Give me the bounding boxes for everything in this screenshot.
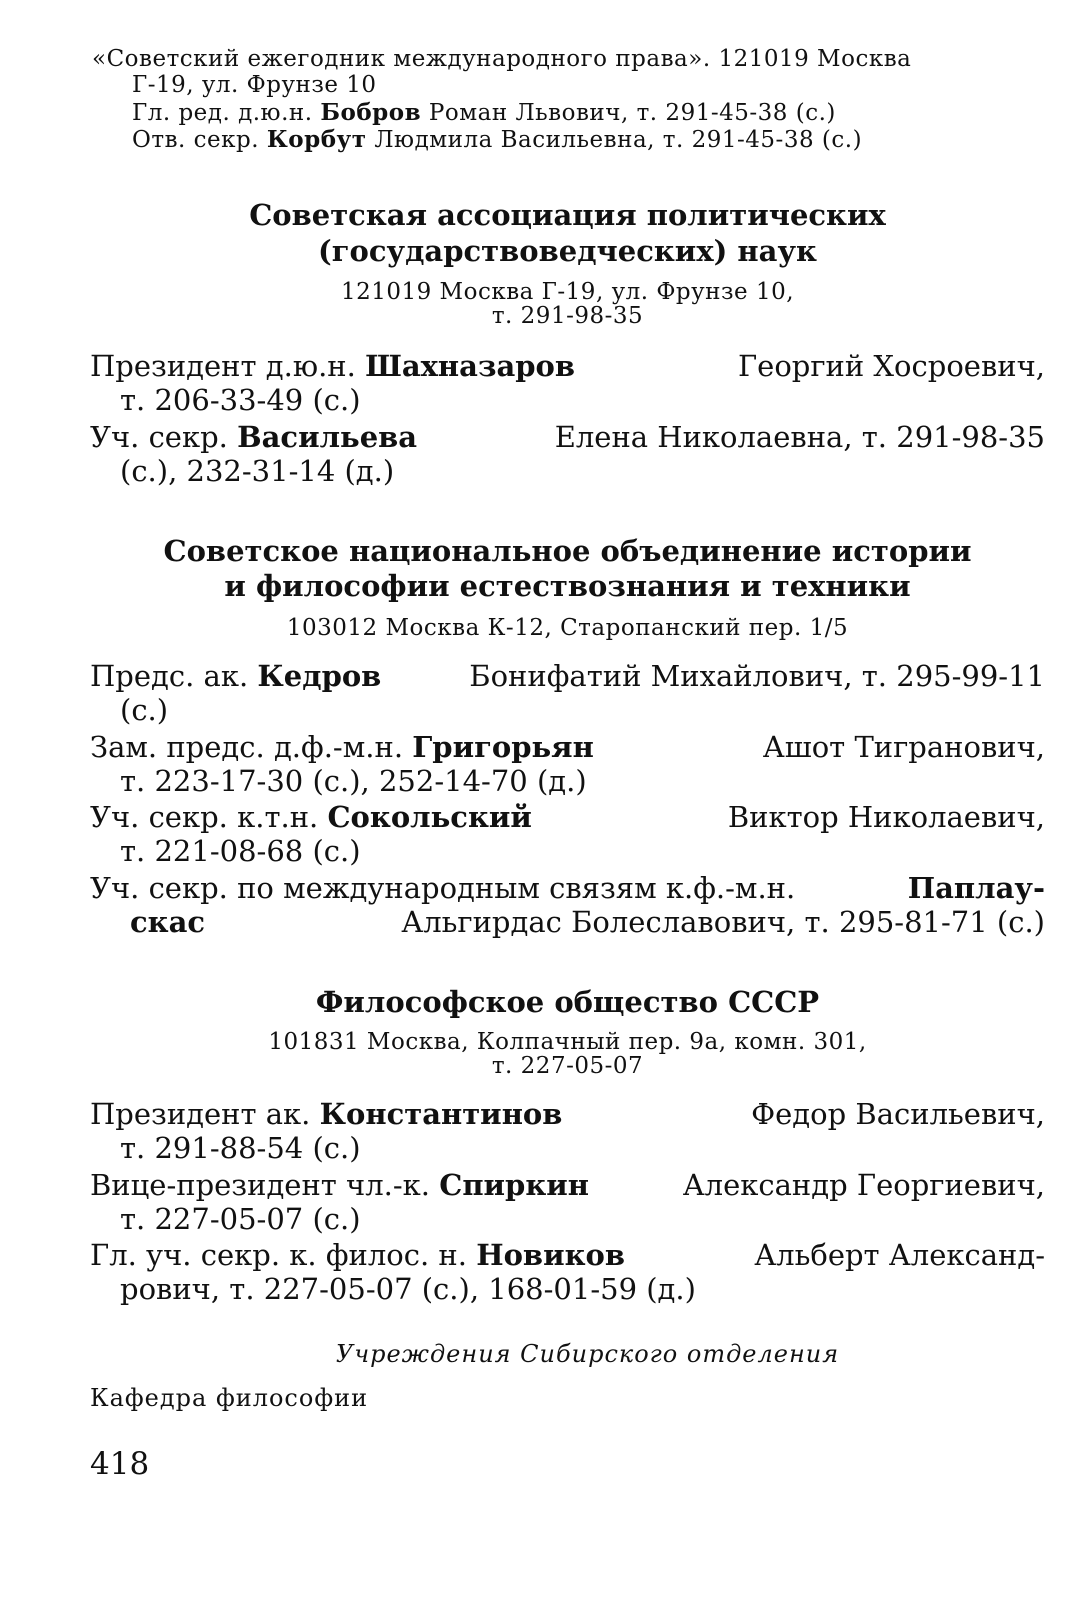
- history-secretary-phone: т. 221-08-68 (с.): [120, 834, 361, 868]
- philosophy-secretary-name: Новиков: [476, 1238, 626, 1272]
- siberian-department: Кафедра философии: [90, 1384, 369, 1412]
- association-address-line2: т. 291-98-35: [491, 303, 644, 329]
- philosophy-secretary-cont: рович, т. 227-05-07 (с.), 168-01-59 (д.): [120, 1272, 696, 1306]
- history-title-line1: Советское национальное объединение истории: [163, 534, 972, 568]
- association-title-line2: (государствоведческих) наук: [318, 234, 817, 268]
- history-chair: [90, 660, 1045, 693]
- page-number: 418: [90, 1446, 150, 1482]
- philosophy-president-rest: Федор Васильевич,: [751, 1097, 1045, 1131]
- association-president-phone: т. 206-33-49 (с.): [120, 383, 361, 417]
- yearbook-secretary-rest: Людмила Васильевна, т. 291-45-38 (с.): [366, 127, 863, 153]
- history-secretary-rest: Виктор Николаевич,: [727, 800, 1045, 834]
- history-intl-secretary: [90, 872, 1045, 905]
- philosophy-title: Философское общество СССР: [315, 985, 820, 1019]
- history-intl-name-part1: Паплау-: [907, 871, 1045, 905]
- history-intl-cont: [130, 906, 1045, 939]
- siberian-heading: Учреждения Сибирского отделения: [335, 1340, 840, 1368]
- history-chair-prefix: Предс. ак.: [90, 659, 258, 693]
- yearbook-secretary-name: Корбут: [266, 126, 367, 153]
- history-intl-name-part2: скас: [130, 905, 206, 939]
- history-chair-name: Кедров: [257, 659, 382, 693]
- association-president-name: Шахназаров: [365, 349, 576, 383]
- philosophy-president-name: Константинов: [319, 1097, 563, 1131]
- history-deputy-rest: Ашот Тигранович,: [762, 730, 1045, 764]
- philosophy-vice-phone: т. 227-05-07 (с.): [120, 1202, 361, 1236]
- philosophy-vice-rest: Александр Георгиевич,: [682, 1168, 1045, 1202]
- yearbook-editor-name: Бобров: [320, 99, 422, 126]
- association-secretary-rest: Елена Николаевна, т. 291-98-35: [554, 420, 1045, 454]
- philosophy-president-prefix: Президент ак.: [90, 1097, 320, 1131]
- history-deputy-phone: т. 223-17-30 (с.), 252-14-70 (д.): [120, 764, 587, 798]
- history-deputy-prefix: Зам. предс. д.ф.-м.н.: [90, 730, 413, 764]
- history-title-line2: и философии естествознания и техники: [224, 569, 911, 603]
- philosophy-president: [90, 1098, 1045, 1131]
- association-title-line1: Советская ассоциация политических: [249, 198, 886, 232]
- association-secretary-name: Васильева: [237, 420, 418, 454]
- association-address-line1: 121019 Москва Г-19, ул. Фрунзе 10,: [340, 279, 795, 305]
- history-address: 103012 Москва К-12, Старопанский пер. 1/5: [286, 615, 849, 641]
- history-deputy: [90, 731, 1045, 764]
- yearbook-secretary: [132, 127, 862, 153]
- history-deputy-name: Григорьян: [412, 730, 594, 764]
- philosophy-vice-name: Спиркин: [439, 1168, 590, 1202]
- history-secretary-name: Сокольский: [327, 800, 532, 834]
- philosophy-address-line1: 101831 Москва, Колпачный пер. 9а, комн. 301,: [268, 1029, 867, 1055]
- history-chair-cont: (с.): [120, 693, 169, 727]
- yearbook-line2: Г-19, ул. Фрунзе 10: [132, 72, 377, 98]
- philosophy-secretary-rest: Альберт Александ-: [754, 1238, 1045, 1272]
- philosophy-secretary: [90, 1239, 1045, 1272]
- history-intl-rest: Альгирдас Болеславович, т. 295-81-71 (с.): [401, 905, 1045, 939]
- association-president: [90, 350, 1045, 383]
- yearbook-editor-rest: Роман Львович, т. 291-45-38 (с.): [421, 100, 836, 126]
- association-secretary: [90, 421, 1045, 454]
- association-president-prefix: Президент д.ю.н.: [90, 349, 366, 383]
- yearbook-secretary-prefix: Отв. секр.: [132, 127, 267, 153]
- history-intl-prefix: Уч. секр. по международным связям к.ф.-м.н.: [90, 871, 796, 905]
- yearbook-editor: [132, 100, 836, 126]
- history-chair-rest: Бонифатий Михайлович, т. 295-99-11: [469, 659, 1045, 693]
- philosophy-vice: [90, 1169, 1045, 1202]
- yearbook-line1: «Советский ежегодник международного права». 121019 Москва: [92, 46, 912, 72]
- philosophy-president-phone: т. 291-88-54 (с.): [120, 1131, 361, 1165]
- history-secretary: [90, 801, 1045, 834]
- philosophy-vice-prefix: Вице-президент чл.-к.: [90, 1168, 440, 1202]
- history-secretary-prefix: Уч. секр. к.т.н.: [90, 800, 328, 834]
- association-secretary-phone: (с.), 232-31-14 (д.): [120, 454, 395, 488]
- philosophy-address-line2: т. 227-05-07: [491, 1053, 644, 1079]
- yearbook-editor-prefix: Гл. ред. д.ю.н.: [132, 100, 321, 126]
- association-secretary-prefix: Уч. секр.: [90, 420, 238, 454]
- association-president-rest: Георгий Хосроевич,: [737, 349, 1045, 383]
- philosophy-secretary-prefix: Гл. уч. секр. к. филос. н.: [90, 1238, 477, 1272]
